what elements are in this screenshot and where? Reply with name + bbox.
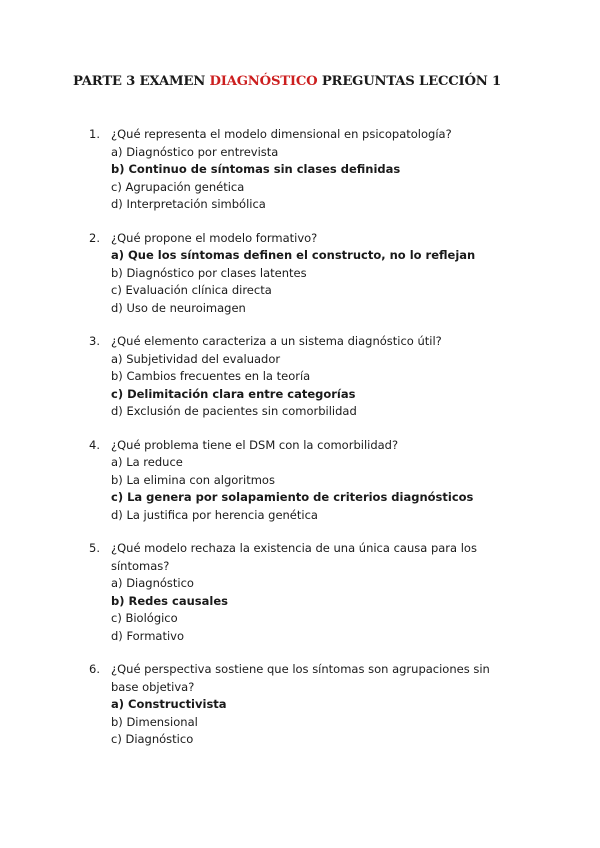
option-c-correct: c) La genera por solapamiento de criterios diagnósticos	[111, 490, 474, 504]
page-title	[73, 74, 573, 89]
title-part-1: PARTE 3 EXAMEN	[73, 74, 206, 89]
title-part-2: PREGUNTAS LECCIÓN 1	[321, 74, 502, 89]
option-list	[0, 351, 600, 421]
option-a: a) Diagnóstico	[111, 576, 194, 590]
option-b-correct: b) Redes causales	[111, 593, 228, 608]
question-text: ¿Qué problema tiene el DSM con la comorbilidad?	[111, 437, 399, 452]
option-d: d) Interpretación simbólica	[111, 197, 266, 211]
option-d: d) Uso de neuroimagen	[111, 300, 246, 315]
option-a: a) La reduce	[111, 455, 183, 469]
option-b-correct: b) Continuo de síntomas sin clases definidas	[111, 162, 401, 176]
question-text: ¿Qué propone el modelo formativo?	[111, 230, 318, 245]
option-list	[0, 454, 600, 524]
option-b: b) La elimina con algoritmos	[111, 472, 275, 487]
question-number: 6.	[89, 662, 100, 676]
question-6	[0, 661, 600, 749]
option-list	[0, 575, 600, 645]
option-b: b) Cambios frecuentes en la teoría	[111, 369, 311, 383]
question-text: ¿Qué perspectiva sostiene que los síntomas son agrupaciones sin base objetiva?	[111, 662, 490, 694]
option-d: d) Formativo	[111, 628, 185, 643]
option-list	[0, 696, 600, 749]
option-b: b) Diagnóstico por clases latentes	[111, 265, 307, 280]
option-c: c) Diagnóstico	[111, 732, 194, 746]
question-5	[0, 540, 600, 645]
question-number: 5.	[89, 541, 100, 555]
option-a: a) Diagnóstico por entrevista	[111, 144, 279, 159]
option-list	[0, 247, 600, 317]
question-number: 3.	[89, 334, 100, 348]
question-list	[0, 126, 600, 765]
option-c-correct: c) Delimitación clara entre categorías	[111, 386, 356, 401]
question-number: 4.	[89, 437, 100, 452]
question-2	[0, 230, 600, 318]
option-c: c) Evaluación clínica directa	[111, 283, 272, 297]
option-a-correct: a) Constructivista	[111, 697, 227, 711]
question-4	[0, 437, 600, 525]
question-3	[0, 333, 600, 421]
option-d: d) Exclusión de pacientes sin comorbilidad	[111, 404, 357, 418]
question-text: ¿Qué elemento caracteriza a un sistema diagnóstico útil?	[111, 334, 442, 348]
question-text: ¿Qué representa el modelo dimensional en psicopatología?	[111, 127, 452, 141]
question-text: ¿Qué modelo rechaza la existencia de una única causa para los síntomas?	[111, 541, 477, 573]
question-number: 2.	[89, 230, 100, 245]
question-number: 1.	[89, 127, 100, 141]
option-b: b) Dimensional	[111, 714, 198, 729]
option-d: d) La justifica por herencia genética	[111, 507, 318, 522]
option-c: c) Agrupación genética	[111, 179, 245, 194]
question-1	[0, 126, 600, 214]
option-a: a) Subjetividad del evaluador	[111, 351, 281, 366]
option-a-correct: a) Que los síntomas definen el constructo, no lo reflejan	[111, 248, 476, 262]
option-c: c) Biológico	[111, 611, 178, 625]
title-highlight: DIAGNÓSTICO	[209, 74, 318, 89]
option-list	[0, 144, 600, 214]
